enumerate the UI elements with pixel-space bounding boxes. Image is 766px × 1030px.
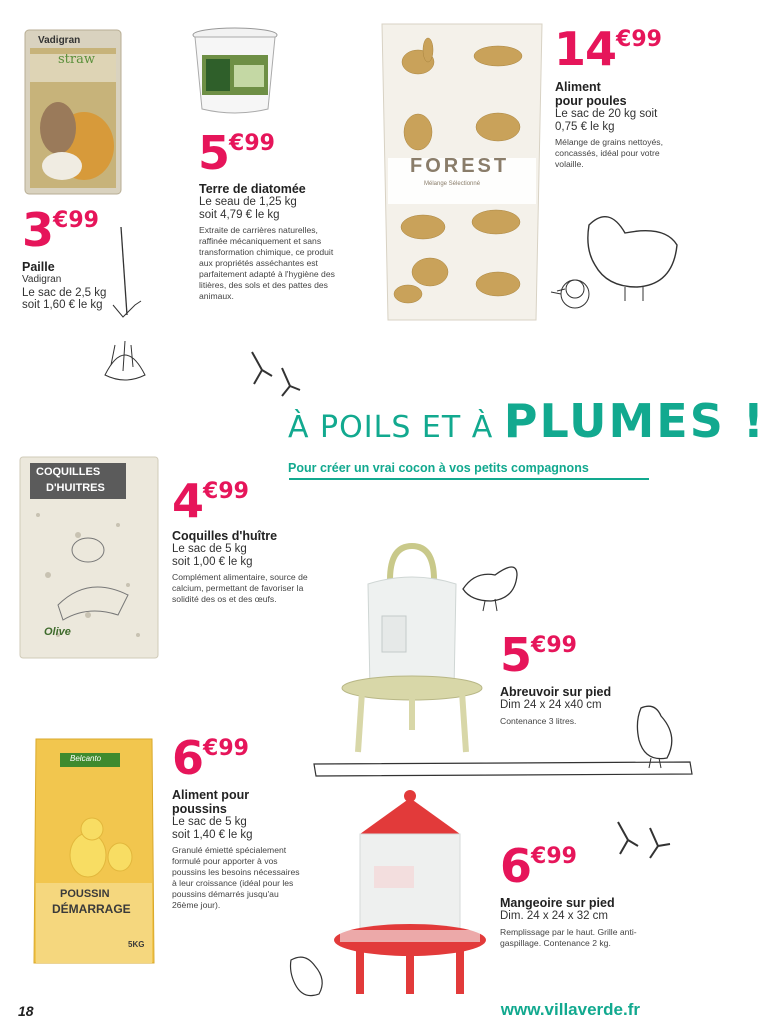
abreuvoir-price [500, 628, 577, 682]
mangeoire-price [500, 839, 577, 893]
abreuvoir-price-int: 5 [500, 628, 532, 682]
forest-bag-sub: Mélange Sélectionné [424, 181, 481, 187]
poules-price-dec: €99 [616, 27, 662, 52]
poussins-line1: Le sac de 5 kg [172, 816, 247, 828]
chick-bag-image [30, 735, 158, 967]
coquilles-info [172, 529, 322, 605]
diatomee-title: Terre de diatomée [199, 182, 306, 196]
mangeoire-line1: Dim. 24 x 24 x 32 cm [500, 910, 609, 922]
poussins-title1: Aliment pour [172, 788, 250, 802]
diatomee-desc: Extraite de carrières naturelles, raffinée mécaniquement et sans transformation chimique, ce produit aux propriétés asséchantes est parfaitement adapté à l'hygiène des litières, des sols et des pattes des animaux. [199, 225, 335, 301]
chick-bag-brand: Belcanto [70, 754, 102, 763]
chick-doodle-icon [545, 272, 595, 320]
bird-tracks-doodle-icon [244, 350, 304, 400]
oyster-bag-brand: Olive [44, 626, 71, 638]
abreuvoir-price-dec: €99 [531, 633, 577, 658]
coquilles-price-int: 4 [172, 474, 204, 528]
chick-bag-weight: 5KG [128, 940, 145, 949]
abreuvoir-desc: Contenance 3 litres. [500, 715, 577, 726]
shelf-line-doodle-icon [310, 760, 694, 780]
poules-line2: 0,75 € le kg [555, 120, 615, 133]
chick-bag-line2: DÉMARRAGE [52, 902, 131, 916]
poussins-title2: poussins [172, 802, 227, 816]
mangeoire-desc: Remplissage par le haut. Grille anti-gaspillage. Contenance 2 kg. [500, 926, 637, 948]
page-number: 18 [18, 1003, 34, 1019]
paille-price [22, 203, 99, 257]
paille-title: Paille [22, 260, 55, 274]
oyster-bag-line1: COQUILLES [36, 466, 101, 478]
paille-price-dec: €99 [53, 208, 99, 233]
diatomee-price-dec: €99 [229, 131, 275, 156]
paille-line2: soit 1,60 € le kg [22, 299, 103, 311]
poussins-line2: soit 1,40 € le kg [172, 828, 253, 841]
coquilles-desc: Complément alimentaire, source de calcium, permettant de favoriser la solidité des os et des œufs. [172, 572, 308, 604]
headline-subtitle: Pour créer un vrai cocon à vos petits compagnons [288, 461, 589, 475]
poules-title1: Aliment [555, 80, 601, 94]
coquilles-line2: soit 1,00 € le kg [172, 555, 253, 568]
bird-tracks-doodle-2-icon [610, 820, 674, 864]
paille-line1: Le sac de 2,5 kg [22, 286, 107, 299]
small-bird-doodle-icon [285, 950, 331, 1010]
chick-bag-line1: POUSSIN [60, 888, 110, 900]
poussins-price-dec: €99 [203, 736, 249, 761]
mangeoire-price-dec: €99 [531, 844, 577, 869]
mangeoire-title: Mangeoire sur pied [500, 896, 615, 910]
diatomee-price [198, 126, 275, 180]
straw-bag-brand: Vadigran [38, 35, 81, 46]
abreuvoir-info [500, 685, 650, 727]
poules-title2: pour poules [555, 94, 627, 108]
headline-part2: PLUMES ! [503, 394, 766, 448]
diatomee-info [199, 182, 339, 302]
poussins-price [172, 731, 249, 785]
bird-doodle-1-icon [455, 555, 525, 615]
abreuvoir-line1: Dim 24 x 24 x40 cm [500, 699, 602, 711]
coquilles-price [172, 474, 249, 528]
paille-info [22, 260, 122, 312]
poules-line1: Le sac de 20 kg soit [555, 108, 658, 120]
forest-bag-brand: FOREST [410, 155, 510, 177]
coquilles-price-dec: €99 [203, 479, 249, 504]
oyster-bag-line2: D'HUITRES [46, 482, 105, 494]
paille-brand: Vadigran [22, 274, 62, 285]
paille-price-int: 3 [22, 203, 54, 257]
poules-info [555, 80, 690, 170]
coquilles-title: Coquilles d'huître [172, 529, 278, 543]
headline [288, 394, 766, 448]
poules-desc: Mélange de grains nettoyés, concassés, idéal pour votre volaille. [555, 137, 663, 169]
website-link[interactable]: www.villaverde.fr [500, 1000, 640, 1019]
abreuvoir-title: Abreuvoir sur pied [500, 685, 612, 699]
poussins-price-int: 6 [172, 731, 204, 785]
poules-price [554, 22, 662, 76]
feeder-image [330, 790, 490, 1002]
straw-bag-name: straw [58, 52, 95, 67]
poules-price-int: 14 [554, 22, 617, 76]
diatomee-line2: soit 4,79 € le kg [199, 208, 280, 221]
coquilles-line1: Le sac de 5 kg [172, 543, 247, 555]
headline-underline [289, 478, 649, 480]
diatomee-line1: Le seau de 1,25 kg [199, 196, 297, 208]
headline-part1: À POILS ET À [288, 410, 504, 445]
diatomee-price-int: 5 [198, 126, 230, 180]
mangeoire-price-int: 6 [500, 839, 532, 893]
poussins-desc: Granulé émietté spécialement formulé pour apporter à vos poussins les besoins nécessaires à leur croissance (idéal pour les poussins démarrés jusqu'au 26ème jour). [172, 845, 300, 910]
mangeoire-info [500, 896, 650, 949]
poussins-info [172, 788, 302, 911]
diatomee-bucket-image [190, 25, 280, 115]
